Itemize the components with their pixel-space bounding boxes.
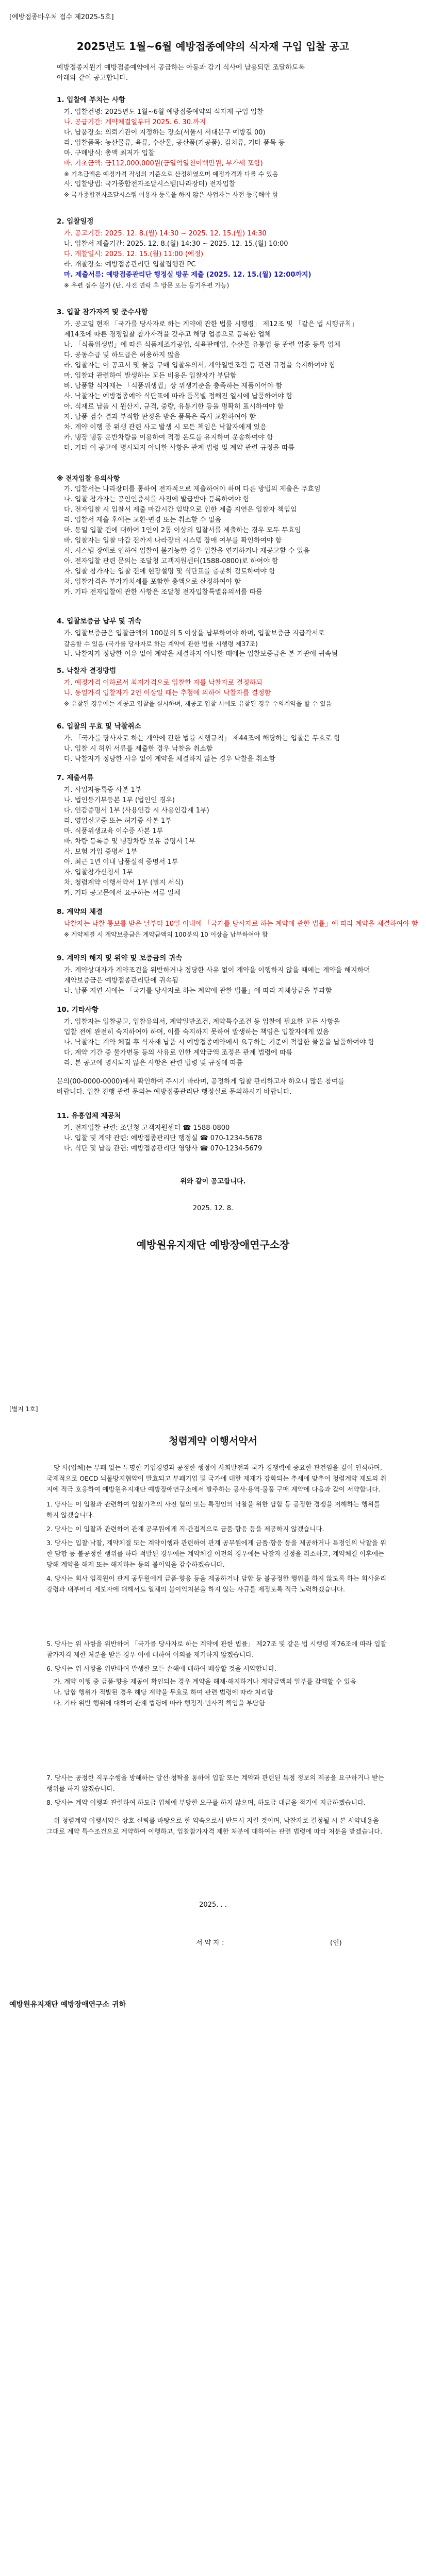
section-row: 나. 동일가격 입찰자가 2인 이상일 때는 추첨에 의하여 낙찰자를 결정함	[64, 689, 271, 697]
section-heading: 10. 기타사항	[57, 1006, 99, 1014]
pledge-paragraph: 가. 계약 이행 중 금품·향응 제공이 확인되는 경우 계약을 해제·해지하거나 계약금액의 일부를 감액할 수 있음	[54, 1677, 356, 1685]
section-row: 카. 냉장 냉동 운반차량을 이용하여 적정 온도를 유지하여 운송하여야 함	[64, 434, 273, 442]
section-row: 사. 낙찰자는 예방접종예약 식단표에 따라 품목별 정해진 일시에 납품하여야 함	[64, 393, 293, 400]
section-misc-note	[57, 1077, 376, 1097]
section-row: 나. 「식품위생법」에 따른 식품제조가공업, 식육판매업, 수산물 유통업 등 관련 업종 등록 업체	[64, 341, 340, 349]
pledge-paragraph: 6. 당사는 위 사항을 위반하여 발생한 모든 손해에 대하여 배상할 것을 서약합니다.	[46, 1665, 277, 1672]
section-heading: 9. 계약의 해지 및 위약 및 보증금의 귀속	[57, 954, 183, 962]
pledge-paragraph: 8. 당사는 계약 이행과 관련하여 하도급 업체에 부당한 요구를 하지 않으며, 하도급 대금을 적기에 지급하겠습니다.	[46, 1799, 366, 1806]
section-deposit	[57, 616, 376, 659]
section-row: 바랍니다. 입찰 진행 관련 문의는 예방접종관리단 행정실로 문의하시기 바랍니다.	[57, 1088, 292, 1096]
section-award-method	[57, 666, 376, 709]
form-title: 청렴계약 이행서약서	[169, 1435, 257, 1447]
section-row: 가. 계약상대자가 계약조건을 위반하거나 정당한 사유 없이 계약을 이행하지 않을 때에는 계약을 해지하며	[64, 967, 370, 974]
section-heading: 7. 제출서류	[57, 774, 94, 782]
section-row: 마. 제출서류: 예방접종관리단 행정실 방문 제출 (2025. 12. 15.(월) 12:00까지)	[64, 271, 312, 279]
section-row: 바. 차량 등록증 및 냉장차량 보유 증명서 1부	[64, 838, 195, 845]
notice-date: 2025. 12. 8.	[192, 1205, 234, 1212]
section-row: 바. 기초금액: 금112,000,000원(금일억일천이백만원, 부가세 포함)	[64, 160, 263, 167]
section-row: 바. 납품할 식자재는 「식품위생법」상 위생기준을 충족하는 제품이어야 함	[64, 382, 283, 390]
section-row: 가. 사업자등록증 사본 1부	[64, 786, 142, 794]
section-row: 자. 입찰 참가자는 입찰 전에 현장설명 및 식단표를 충분히 검토하여야 함	[64, 568, 275, 575]
closing-text: 위와 같이 공고합니다.	[180, 1178, 246, 1185]
pledge-paragraph: 1. 당사는 이 입찰과 관련하여 입찰가격의 사전 협의 또는 특정인의 낙찰을 위한 담합 등 공정한 경쟁을 저해하는 행위를 하지 않겠습니다.	[46, 1500, 381, 1519]
pledge-paragraph: 4. 당사는 회사 임직원이 관계 공무원에게 금품·향응 등을 제공하거나 담합 등 불공정한 행위를 하지 않도록 하는 회사윤리강령과 내부비리 제보자에 대해서도 일체의 불이익처분을 하지 않는 사규를 제정토록 적극 노력하겠습니다.	[46, 1574, 387, 1593]
section-heading: 3. 입찰 참가자격 및 준수사항	[57, 308, 148, 316]
section-row: 마. 구매방식: 총액 최저가 입찰	[64, 149, 155, 157]
section-row: 마. 입찰과 관련하여 발생하는 모든 비용은 입찰자가 부담함	[64, 372, 237, 380]
pledge-date: 2025. . .	[199, 1901, 227, 1909]
section-row: 다. 식단 및 납품 관련: 예방접종관리단 영양사 ☎ 070-1234-5679	[64, 1145, 263, 1153]
section-row: 카. 기타 전자입찰에 관한 사항은 조달청 전자입찰특별유의서를 따름	[64, 588, 263, 596]
pledge-paragraph: 3. 당사는 입찰·낙찰, 계약체결 또는 계약이행과 관련하여 관계 공무원에게 금품·향응 등을 제공하거나 특정인의 낙찰을 위한 담합 등 불공정한 행위를 하다 적발된 경우에는 계약체결 이전의 경우에는 낙찰자 결정을 취소하고, 계약체결 이후에는 당해 계약을 해제 또는 해지하는 등의 불이익을 감수하겠습니다.	[46, 1539, 387, 1568]
issuer-signature: 예방원유지재단 예방장애연구소장	[136, 1239, 290, 1251]
section-row: 가. 예정가격 이하로서 최저가격으로 입찰한 자를 낙찰자로 결정하되	[64, 679, 263, 687]
intro-line: 예방접종지원기 예방접종예약에서 공급하는 아동과 감기 식사에 남용되면 조달하도록	[57, 64, 305, 72]
section-row: ※ 기초금액은 예정가격 작성의 기준으로 산정하였으며 예정가격과 다를 수 있음	[64, 171, 278, 178]
section-row: 계약보증금은 예방접종관리단에 귀속됨	[64, 977, 178, 985]
section-row: ※ 우편 접수 불가 (단, 사전 연락 후 방문 또는 등기우편 가능)	[64, 282, 230, 289]
seal-mark: (인)	[330, 1939, 342, 1947]
section-heading: 6. 입찰의 무효 및 낙찰취소	[57, 722, 141, 731]
section-row: 아. 전자입찰 관련 문의는 조달청 고객지원센터(1588-0800)로 하여야 함	[64, 557, 278, 565]
pledge-paragraph: 당 사(업체)는 부패 없는 투명한 기업경영과 공정한 행정이 사회발전과 국가 경쟁력에 중요한 관건임을 깊이 인식하며, 국제적으로 OECD 뇌물방지협약이 발효되고 부패기업 및 국가에 대한 제재가 강화되는 추세에 맞추어 청렴계약 제도의 취지에 적극 호응하여 예방원유지재단 예방장애연구소에서 발주하는 공사·용역·물품 구매 계약에 다음과 같이 서약합니다.	[46, 1464, 387, 1493]
pledge-paragraph: 5. 당사는 위 사항을 위반하여 「국가를 당사자로 하는 계약에 관한 법률」 제27조 및 같은 법 시행령 제76조에 따라 입찰참가자격 제한 처분을 받은 경우 이에 대하여 이의를 제기하지 않겠습니다.	[46, 1640, 387, 1658]
section-row: 나. 공급기간: 계약체결일부터 2025. 6. 30.까지	[64, 118, 206, 126]
section-heading: 2. 입찰일정	[57, 217, 94, 226]
section-row: 나. 입찰 및 계약 관련: 예방접종관리단 행정실 ☎ 070-1234-5678	[64, 1134, 263, 1142]
section-row: 라. 입찰자는 이 공고서 및 물품 구매 입찰유의서, 계약일반조건 등 관련 규정을 숙지하여야 함	[64, 362, 336, 369]
section-heading: 1. 입찰에 부치는 사항	[57, 96, 125, 104]
pledge-paragraph: 위 청렴계약 이행서약은 상호 신뢰를 바탕으로 한 약속으로서 반드시 지킬 것이며, 낙찰자로 결정될 시 본 서약내용을 그대로 계약 특수조건으로 계약하여 이행하고, 입찰참가자격 제한 처분에 대하여는 관련 법령에 따라 처분을 받겠습니다.	[46, 1817, 383, 1835]
section-heading: 11. 유흥업체 제공처	[57, 1112, 121, 1120]
section-row: 다. 인감증명서 1부 (사용인감 시 사용인감계 1부)	[64, 807, 209, 815]
section-row: 가. 입찰서는 나라장터를 통하여 전자적으로 제출하여야 하며 다른 방법의 제출은 무효임	[64, 485, 321, 493]
section-row: 낙찰자는 낙찰 통보를 받은 날부터 10일 이내에 「국가를 당사자로 하는 계약에 관한 법률」에 따라 계약을 체결하여야 함	[64, 920, 418, 928]
section-row: ※ 전자입찰 유의사항	[57, 475, 120, 483]
section-row: 나. 입찰 참가자는 공인인증서를 사전에 발급받아 등록하여야 함	[64, 496, 250, 503]
section-invalidity	[57, 721, 376, 765]
intro-paragraph	[57, 63, 376, 83]
notice-number: [예방접종바우처 접수 제2025-5호]	[9, 13, 114, 21]
section-row: 아. 최근 1년 이내 납품실적 증명서 1부	[64, 858, 178, 866]
section-termination	[57, 953, 376, 996]
section-row: 다. 낙찰자가 정당한 사유 없이 계약을 체결하지 않는 경우 낙찰을 취소함	[64, 755, 275, 763]
section-contract	[57, 907, 418, 940]
section-row: 나. 법인등기부등본 1부 (법인인 경우)	[64, 796, 175, 804]
section-row: 가. 공고일 현재 「국가를 당사자로 하는 계약에 관한 법률 시행령」 제12조 및 「같은 법 시행규칙」	[64, 320, 358, 328]
section-row: 나. 낙찰자가 정당한 이유 없이 계약을 체결하지 아니한 때에는 입찰보증금은 본 기관에 귀속됨	[64, 650, 338, 658]
section-row: 입찰 전에 완전히 숙지하여야 하며, 이를 숙지하지 못하여 발생하는 책임은 입찰자에게 있음	[64, 1028, 330, 1036]
section-row: 갈음할 수 있음 (국가를 당사자로 하는 계약에 관한 법률 시행령 제37조)	[64, 640, 258, 648]
section-row: 다. 전자입찰 시 입찰서 제출 마감시간 임박으로 인한 제출 지연은 입찰자 책임임	[64, 506, 297, 514]
section-row: 나. 낙찰자는 계약 체결 후 식자재 납품 시 예방접종예약에서 요구하는 기준에 적합한 물품을 납품하여야 함	[64, 1039, 374, 1046]
section-row: 가. 입찰자는 입찰공고, 입찰유의서, 계약일반조건, 계약특수조건 등 입찰에 필요한 모든 사항을	[64, 1018, 340, 1026]
section-e-bid-notes	[57, 474, 376, 598]
section-row: 차. 입찰가격은 부가가치세를 포함한 총액으로 산정하여야 함	[64, 578, 241, 586]
section-row: 라. 입찰품목: 농산물류, 육류, 수산물, 공산품(가공품), 김치류, 기타 품목 등	[64, 139, 285, 147]
section-row: 가. 전자입찰 관련: 조달청 고객지원센터 ☎ 1588-0800	[64, 1124, 230, 1132]
intro-line: 아래와 같이 공고합니다.	[57, 74, 128, 82]
pledge-signer-label: 서 약 자 :	[196, 1939, 224, 1947]
section-row: 차. 계약 이행 중 위생 관련 사고 발생 시 모든 책임은 낙찰자에게 있음	[64, 423, 267, 431]
pledge-body-part3	[46, 1772, 387, 1837]
pledge-paragraph: 나. 담합 행위가 적발된 경우 해당 계약을 무효로 하며 관련 법령에 따라 처리함	[54, 1688, 273, 1696]
section-row: 바. 입찰자는 입찰 마감 전까지 나라장터 시스템 장애 여부를 확인하여야 함	[64, 537, 282, 545]
section-documents	[57, 773, 376, 899]
section-row: 다. 계약 기간 중 물가변동 등의 사유로 인한 계약금액 조정은 관계 법령에 따름	[64, 1049, 293, 1057]
section-row: 제14조에 따른 경쟁입찰 참가자격을 갖추고 해당 업종으로 등록한 업체	[64, 331, 271, 338]
section-row: 다. 납품장소: 의뢰기관이 지정하는 장소(서울시 서대문구 예방길 00)	[64, 129, 266, 137]
pledge-recipient: 예방원유지재단 예방장애연구소 귀하	[9, 2001, 126, 2009]
section-row: 자. 납품 검수 결과 부적합 판정을 받은 품목은 즉시 교환하여야 함	[64, 413, 256, 421]
section-row: 나. 입찰 시 허위 서류를 제출한 경우 낙찰을 취소함	[64, 745, 213, 753]
section-row: 사. 보험 가입 증명서 1부	[64, 848, 137, 856]
section-row: 사. 입찰방법: 국가종합전자조달시스템(나라장터) 전자입찰	[64, 180, 236, 188]
section-row: 타. 기타 이 공고에 명시되지 아니한 사항은 관계 법령 및 계약 관련 규정을 따름	[64, 444, 295, 452]
section-misc	[57, 1005, 376, 1069]
section-row: ※ 계약체결 시 계약보증금은 계약금액의 100분의 10 이상을 납부하여야 함	[64, 931, 268, 938]
section-heading: 5. 낙찰자 결정방법	[57, 667, 117, 675]
section-row: 마. 식품위생교육 이수증 사본 1부	[64, 827, 163, 835]
document-title: 2025년도 1월~6월 예방접종예약의 식자재 구입 입찰 공고	[76, 40, 350, 53]
section-contacts	[57, 1111, 376, 1154]
section-row: 문의(00-0000-0000)에서 확인하여 주시기 바라며, 공정하게 입찰 관리하고자 하오니 많은 참여를	[57, 1078, 345, 1086]
section-row: 사. 시스템 장애로 인하여 입찰이 불가능한 경우 입찰을 연기하거나 재공고할 수 있음	[64, 547, 310, 555]
section-row: 다. 개찰일시: 2025. 12. 15.(월) 11:00 (예정)	[64, 250, 204, 258]
section-note: ※ 유찰된 경우에는 재공고 입찰을 실시하며, 재공고 입찰 시에도 유찰된 경우 수의계약을 할 수 있음	[64, 700, 332, 707]
section-row: 나. 납품 지연 시에는 「국가를 당사자로 하는 계약에 관한 법률」에 따라 지체상금을 부과함	[64, 987, 332, 995]
pledge-paragraph: 7. 당사는 공정한 직무수행을 방해하는 알선·청탁을 통하여 입찰 또는 계약과 관련된 특정 정보의 제공을 요구하거나 받는 행위를 하지 않겠습니다.	[46, 1774, 385, 1792]
section-qualification	[57, 307, 376, 453]
section-row: 라. 개찰장소: 예방접종관리단 입찰집행관 PC	[64, 261, 196, 268]
section-row: 마. 동일 입찰 건에 대하여 1인이 2통 이상의 입찰서를 제출하는 경우 모두 무효임	[64, 527, 301, 534]
section-row: 자. 입찰참가신청서 1부	[64, 869, 133, 876]
pledge-paragraph: 다. 기타 위반 행위에 대하여 관계 법령에 따라 행정적·민사적 책임을 부담함	[54, 1699, 265, 1707]
section-row: 카. 기타 공고문에서 요구하는 서류 일체	[64, 889, 181, 897]
section-row: 나. 입찰서 제출기간: 2025. 12. 8.(월) 14:30 ~ 2025. 12. 15.(월) 10:00	[64, 240, 288, 248]
pledge-body-part2	[46, 1638, 387, 1710]
section-row: 가. 공고기간: 2025. 12. 8.(월) 14:30 ~ 2025. 12. 15.(월) 14:30	[64, 230, 267, 238]
pledge-body-part1	[46, 1462, 387, 1598]
section-heading: 4. 입찰보증금 납부 및 귀속	[57, 617, 141, 625]
section-row: 가. 입찰보증금은 입찰금액의 100분의 5 이상을 납부하여야 하며, 입찰보증금 지급각서로	[64, 630, 325, 637]
section-row: 아. 식재료 납품 시 원산지, 규격, 중량, 유통기한 등을 명확히 표시하여야 함	[64, 403, 284, 411]
form-label: [별지 1호]	[9, 1405, 38, 1413]
section-heading: 8. 계약의 체결	[57, 908, 103, 916]
section-row: 라. 영업신고증 또는 허가증 사본 1부	[64, 817, 172, 825]
section-row: 라. 본 공고에 명시되지 않은 사항은 관련 법령 및 규정에 따름	[64, 1059, 243, 1067]
pledge-paragraph: 2. 당사는 이 입찰과 관련하여 관계 공무원에게 직·간접적으로 금품·향응 등을 제공하지 않겠습니다.	[46, 1525, 324, 1533]
section-bid-items	[57, 95, 376, 200]
section-row: 차. 청렴계약 이행서약서 1부 (별지 서식)	[64, 879, 184, 887]
section-row: 라. 입찰서 제출 후에는 교환·변경 또는 취소할 수 없음	[64, 516, 222, 524]
section-row: 가. 「국가를 당사자로 하는 계약에 관한 법률 시행규칙」 제44조에 해당하는 입찰은 무효로 함	[64, 735, 340, 742]
section-row: 다. 공동수급 및 하도급은 허용하지 않음	[64, 351, 181, 359]
section-row: 가. 입찰건명: 2025년도 1월~6월 예방접종예약의 식자재 구입 입찰	[64, 108, 264, 116]
section-schedule	[57, 216, 376, 291]
section-row: ※ 국가종합전자조달시스템 이용자 등록을 하지 않은 사업자는 사전 등록해야 함	[64, 191, 278, 198]
